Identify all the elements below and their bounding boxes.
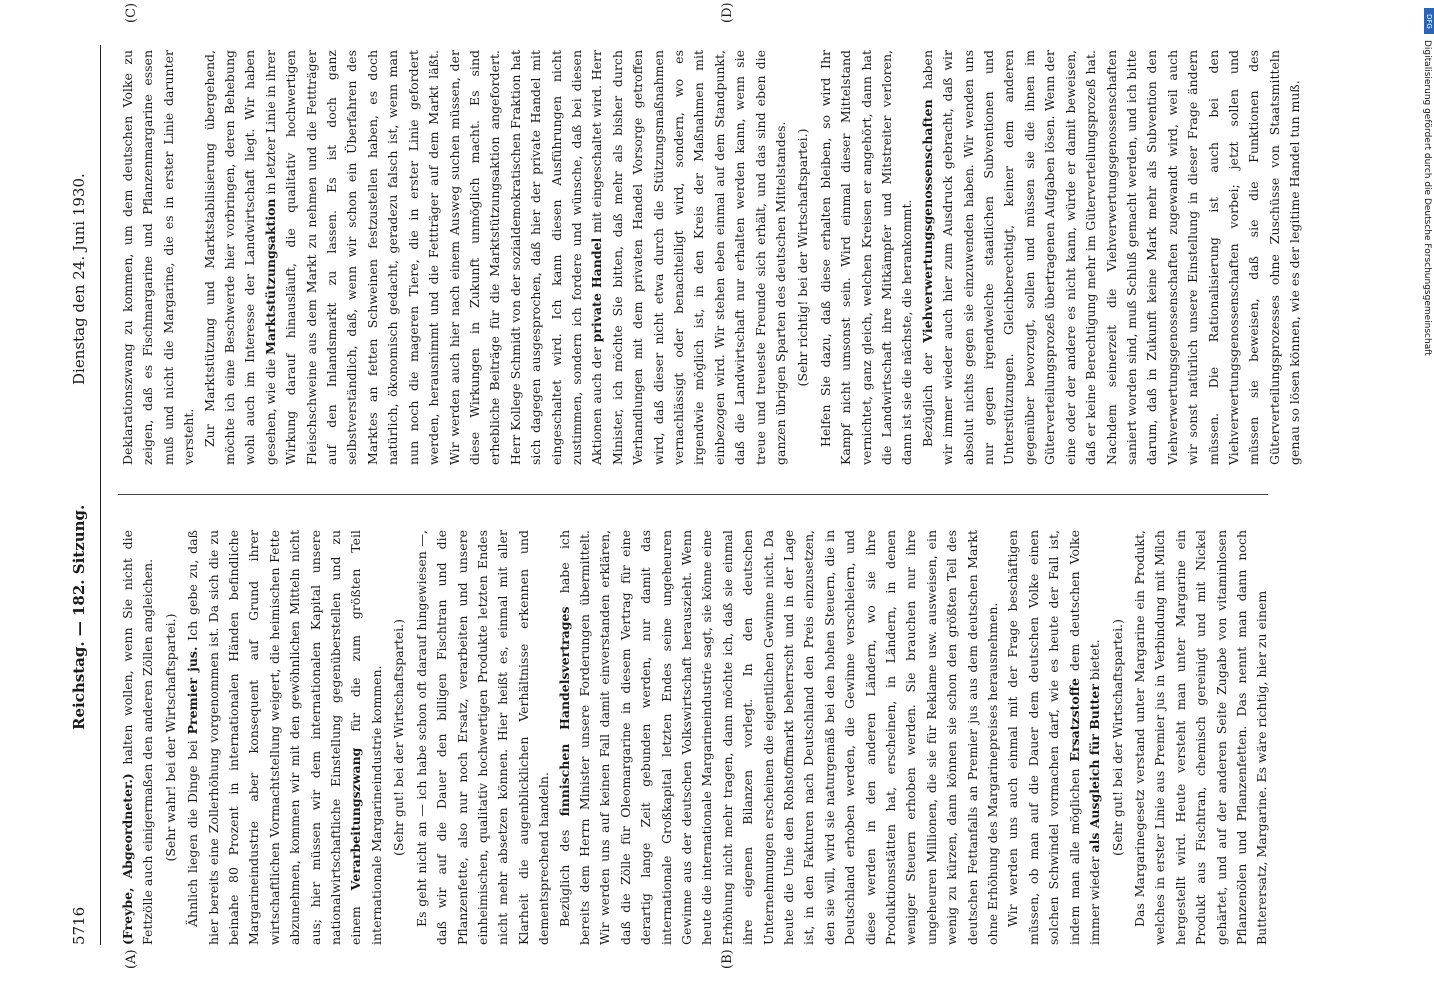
- dfg-logo: DFG: [1424, 8, 1434, 34]
- left-paragraph-3: Es geht nicht an — ich habe schon oft darauf hingewiesen —, daß wir auf die Dauer den billigen Fischtran und die Pflanzenfette, also nur noch Ersatz, verarbeiten und unsere einheimischen, qualitativ hochwertigen Produkte letzten Endes nicht mehr absetzen können. Hier heißt es, einmal mit aller Klarheit die augenblicklichen Verhältnisse erkennen und dementsprechend handeln.: [413, 530, 552, 945]
- margin-marker-c: (C): [124, 2, 139, 23]
- left-paragraph-5: Wir werden uns auch einmal mit der Frage beschäftigen müssen, ob man auf die Dauer dem deutschen Volke einen solchen Schwindel vormachen darf, wie es heute der Fall ist, indem man alle möglichen Ersatzstoffe dem deutschen Volke immer wieder als Ausgleich für Butter bietet.: [1005, 530, 1103, 945]
- speaker-label: (Freybe, Abgeordneter.): [120, 773, 135, 945]
- right-paragraph-4: Bezüglich der Viehverwertungsgenossenschaften haben wir immer wieder auch hier zum Ausdruck gebracht, daß wir absolut nichts gegen sie einzuwenden haben. Wir wenden uns nur gegen irgendwelche staatlichen Subventionen und Unterstützungen. Gleichberechtigt, keiner dem anderen gegenüber bevorzugt, sollen und müssen sie die ihnen im Güterverteilungsprozeß übertragenen Aufgaben lösen. Wenn der eine oder der andere es nicht kann, würde er damit beweisen, daß er keine Berechtigung mehr im Güterverteilungsprozeß hat. Nachdem seinerzeit die Viehverwertungsgenossenschaften saniert worden sind, muß Schluß gemacht werden, und ich bitte darum, daß in Zukunft keine Mark mehr als Subvention den Viehverwertungsgenossenschaften zugewandt wird, weil auch wir sonst natürlich unsere Einstellung in dieser Frage ändern müssen. Die Rationalisierung ist auch bei den Viehverwertungsgenossenschaften vorbei; jetzt sollen und müssen sie beweisen, daß sie die Funktionen des Güterverteilungsprozesses ohne Zuschüsse von Staatsmitteln genau so lösen können, wie es der legitime Handel tun muß.: [919, 50, 1303, 465]
- left-column: [118, 530, 1273, 945]
- left-paragraph-4: Bezüglich des finnischen Handelsvertrages habe ich bereits dem Herrn Minister unsere Forderungen übermittelt. Wir werden uns auf keinen Fall damit einverstanden erklären, daß die Zölle für Oleomargarine in diesem Vertrag für eine derartig lange Zeit gebunden werden, nur damit das internationale Großkapital letzten Endes seine ungeheuren Gewinne aus der deutschen Volkswirtschaft herauszieht. Wenn heute die internationale Margarineindustrie sagt, sie könne eine Erhöhung nicht mehr tragen, dann möchte ich, daß sie einmal ihre eigenen Bilanzen vorlegt. In den deutschen Unternehmungen erscheinen die eigentlichen Gewinne nicht. Da heute die Unie den Rohstoffmarkt beherrscht und in der Lage ist, in den Fakturen nach Deutschland den Preis einzusetzen, den sie will, wird sie naturgemäß bei den hohen Steuern, die in Deutschland erhoben werden, die Gewinne verschleiern, und diese werden in den anderen Ländern, wo sie ihre Produktionsstätten hat, erscheinen, in Ländern, in denen weniger Steuern erhoben werden. Sie brauchen nur ihre ungeheuren Millionen, die sie für Reklame usw. ausweisen, ein wenig zu kürzen, dann können sie schon den größten Teil des deutschen Fettanfalls an Premier jus aus dem deutschen Markt ohne Erhöhung des Margarinepreises herausnehmen.: [556, 530, 1001, 945]
- session-title: Reichstag. — 182. Sitzung.: [70, 504, 88, 730]
- session-date: Dienstag den 24. Juni 1930.: [70, 173, 88, 385]
- margin-marker-b: (B): [720, 949, 735, 969]
- margin-marker-d: (D): [720, 2, 735, 23]
- interjection: (Sehr gut! bei der Wirtschaftspartei.): [1109, 619, 1125, 856]
- left-paragraph-1: (Freybe, Abgeordneter.) halten wollen, wenn Sie nicht die Fettzölle auch einigermaßen den anderen Zöllen angleichen.: [120, 530, 156, 945]
- page-number: 5716: [70, 906, 88, 945]
- right-paragraph-3: Helfen Sie dazu, daß diese erhalten bleiben, so wird Ihr Kampf nicht umsonst sein. Wird einmal dieser Mittelstand vernichtet, ganz gleich, welchen Kreisen er angehört, dann hat die Landwirtschaft ihre Mitkämpfer und Mitstreiter verloren, dann ist sie die nächste, die herankommt.: [817, 50, 915, 465]
- left-paragraph-2: Ähnlich liegen die Dinge bei Premier jus. Ich gebe zu, daß hier bereits eine Zollerhöhung vorgenommen ist. Da sich die zu beinahe 80 Prozent in internationalen Händen befindliche Margarineindustrie aber konsequent auf Grund ihrer wirtschaftlichen Vormachtstellung weigert, die heimischen Fette abzunehmen, kommen wir mit den gewöhnlichen Mitteln nicht aus; hier müssen wir dem internationalen Kapital unsere nationalwirtschaftliche Einstellung gegenüberstellen und zu einem Verarbeitungszwang für die zum größten Teil internationale Margarineindustrie kommen.: [185, 530, 384, 945]
- interjection: (Sehr gut! bei der Wirtschaftspartei.): [391, 619, 407, 856]
- column-divider: [118, 494, 1268, 495]
- margin-marker-a: (A): [124, 949, 139, 969]
- interjection: (Sehr richtig! bei der Wirtschaftspartei.): [795, 128, 811, 387]
- interjection: (Sehr wahr! bei der Wirtschaftspartei.): [162, 613, 178, 862]
- right-column: [118, 50, 1306, 465]
- right-paragraph-2: Zur Marktstützung und Marktstabilisierung übergehend, möchte ich eine Beschwerde hier vorbringen, deren Behebung wohl auch im Interesse der Landwirtschaft liegt. Wir haben gesehen, wie die Marktstützungsaktion in letzter Linie in ihrer Wirkung darauf hinausläuft, die qualitativ hochwertigen Fleischschweine aus dem Markt zu nehmen und die Fettträger auf den Inlandsmarkt zu lassen. Es ist doch ganz selbstverständlich, daß, wenn wir schon ein Überfahren des Marktes an fetten Schweinen festzustellen haben, es doch natürlich, ökonomisch gedacht, geradezu falsch ist, wenn man nun noch die mageren Tiere, die in erster Linie gefordert werden, herausnimmt und die Fettträger auf dem Markt läßt. Wir werden auch hier nach einem Ausweg suchen müssen, der diese Wirkungen in Zukunft unmöglich macht. Es sind erhebliche Beiträge für die Marktstützungsaktion angefordert. Herr Kollege Schmidt von der sozialdemokratischen Fraktion hat sich dagegen ausgesprochen, daß hier der private Handel mit eingeschaltet wird. Ich kann diesen Ausführungen nicht zustimmen, sondern ich fordere und wünsche, daß bei diesen Aktionen auch der private Handel mit eingeschaltet wird. Herr Minister, ich möchte Sie bitten, daß mehr als bisher durch Verhandlungen mit dem privaten Handel Vorsorge getroffen wird, daß dieser nicht etwa durch die Stützungsmaßnahmen vernachlässigt oder benachteiligt wird, sondern, wo es irgendwie möglich ist, in den Kreis der Maßnahmen mit einbezogen wird. Wir stehen eben einmal auf dem Standpunkt, daß die Landwirtschaft nur erhalten werden kann, wenn sie treue und treueste Freunde sich erhält, und das sind eben die ganzen übrigen Sparten des deutschen Mittelstandes.: [201, 49, 788, 465]
- left-paragraph-6: Das Margarinegesetz verstand unter Margarine ein Produkt, welches in erster Linie aus Premier jus in Verbindung mit Milch hergestellt wird. Heute versteht man unter Margarine ein Produkt aus Fischtran, chemisch gereinigt und mit Nickel gehärtet, und auf der anderen Seite Zugabe von vitaminlosen Pflanzenölen und Pflanzenfetten. Das nennt man dann noch Butterersatz, Margarine. Es wäre richtig, hier zu einem: [1131, 530, 1270, 945]
- page-header: [70, 45, 101, 945]
- right-paragraph-1: Deklarationszwang zu kommen, um dem deutschen Volke zu zeigen, daß es Fischmargarine und Pflanzenmargarine essen muß und nicht die Margarine, die es in erster Linie darunter versteht.: [120, 50, 197, 465]
- funding-notice: Digitalisierung gefördert durch die Deutsche Forschungsgemeinschaft: [1422, 40, 1432, 356]
